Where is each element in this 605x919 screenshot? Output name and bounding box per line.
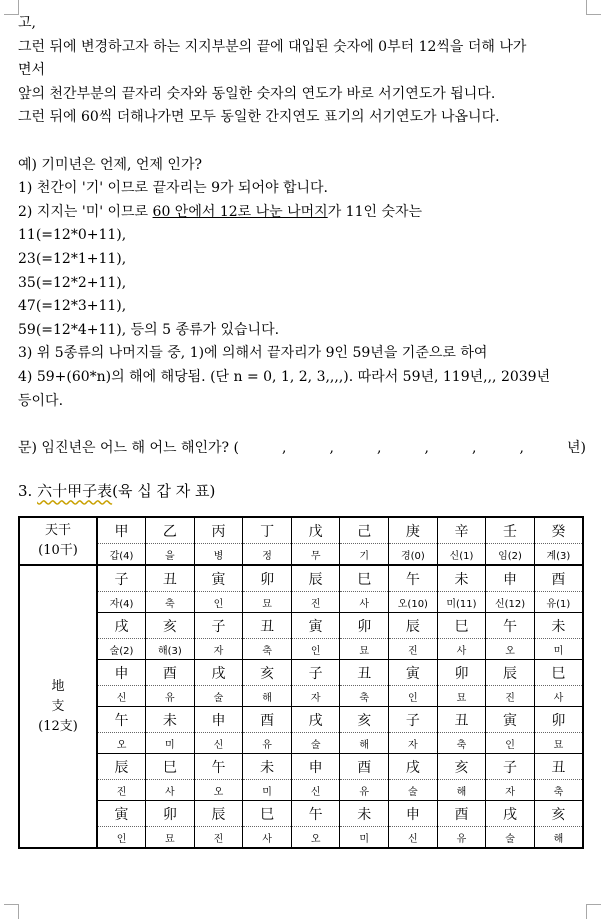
branch-hanja: 丑 bbox=[534, 754, 583, 780]
branch-reading: 술 bbox=[486, 827, 535, 849]
heavenly-stems-label bbox=[19, 517, 97, 565]
branch-hanja: 寅 bbox=[389, 660, 438, 686]
branch-reading: 인 bbox=[389, 686, 438, 707]
branch-hanja: 巳 bbox=[146, 754, 195, 780]
branch-hanja: 亥 bbox=[534, 801, 583, 827]
branch-reading: 미 bbox=[340, 827, 389, 849]
underlined-phrase: 60 안에서 12로 나눈 나머지 bbox=[152, 203, 328, 220]
stem-reading: 정 bbox=[243, 544, 292, 566]
branch-reading: 인 bbox=[97, 827, 146, 849]
branch-hanja: 戌 bbox=[97, 613, 146, 639]
row-label: (12支) bbox=[38, 718, 78, 734]
branch-reading: 진 bbox=[389, 639, 438, 660]
blank-line bbox=[18, 413, 586, 437]
branch-reading: 오 bbox=[291, 827, 340, 849]
stem-hanja: 己 bbox=[340, 517, 389, 544]
text-line: 47(=12*3+11), bbox=[18, 298, 127, 315]
answer-comma: , bbox=[377, 439, 382, 456]
stem-hanja: 癸 bbox=[534, 517, 583, 544]
branch-reading: 사 bbox=[146, 780, 195, 801]
text-line: 4) 59+(60*n)의 해에 해당됨. (단 n = 0, 1, 2, 3,,,,). 따라서 59년, 119년,,, 2039년 bbox=[18, 368, 551, 385]
branch-hanja: 亥 bbox=[243, 660, 292, 686]
branch-hanja: 午 bbox=[389, 565, 438, 592]
branch-reading: 해 bbox=[534, 827, 583, 849]
branch-hanja: 申 bbox=[486, 565, 535, 592]
branch-hanja: 未 bbox=[437, 565, 486, 592]
branch-reading: 자 bbox=[194, 639, 243, 660]
branch-reading: 유(1) bbox=[534, 592, 583, 613]
question-text: 문) 임진년은 어느 해 어느 해인가? ( bbox=[18, 439, 239, 456]
crop-mark-top-left bbox=[4, 0, 19, 15]
answer-comma: , bbox=[472, 439, 477, 456]
table-row bbox=[19, 592, 583, 613]
branch-hanja: 午 bbox=[97, 707, 146, 733]
branch-reading: 술 bbox=[389, 780, 438, 801]
branch-hanja: 卯 bbox=[243, 565, 292, 592]
branch-hanja: 申 bbox=[97, 660, 146, 686]
branch-hanja: 未 bbox=[243, 754, 292, 780]
branch-hanja: 丑 bbox=[437, 707, 486, 733]
branch-hanja: 戌 bbox=[194, 660, 243, 686]
stem-hanja: 丙 bbox=[194, 517, 243, 544]
answer-comma: , bbox=[424, 439, 429, 456]
branch-hanja: 辰 bbox=[97, 754, 146, 780]
branch-hanja: 子 bbox=[291, 660, 340, 686]
branch-hanja: 亥 bbox=[437, 754, 486, 780]
section-hangul: (육 십 갑 자 표) bbox=[112, 482, 216, 501]
branch-reading: 자 bbox=[389, 733, 438, 754]
branch-reading: 진 bbox=[486, 686, 535, 707]
stem-reading: 신(1) bbox=[437, 544, 486, 566]
text-line: 11(=12*0+11), bbox=[18, 227, 127, 244]
branch-hanja: 戌 bbox=[486, 801, 535, 827]
branch-hanja: 辰 bbox=[194, 801, 243, 827]
branch-hanja: 亥 bbox=[340, 707, 389, 733]
branch-hanja: 寅 bbox=[486, 707, 535, 733]
row-label: 支 bbox=[51, 698, 65, 714]
branch-hanja: 酉 bbox=[437, 801, 486, 827]
branch-reading: 묘 bbox=[243, 592, 292, 613]
branch-reading: 묘 bbox=[534, 733, 583, 754]
branch-hanja: 未 bbox=[340, 801, 389, 827]
branch-reading: 오(10) bbox=[389, 592, 438, 613]
table-row bbox=[19, 754, 583, 780]
branch-reading: 해 bbox=[437, 780, 486, 801]
answer-comma: , bbox=[519, 439, 524, 456]
branch-hanja: 未 bbox=[146, 707, 195, 733]
stem-reading: 갑(4) bbox=[97, 544, 146, 566]
branch-reading: 술 bbox=[291, 733, 340, 754]
branch-reading: 묘 bbox=[340, 639, 389, 660]
branch-reading: 진 bbox=[291, 592, 340, 613]
branch-reading: 신 bbox=[389, 827, 438, 849]
branch-reading: 사 bbox=[243, 827, 292, 849]
branch-hanja: 丑 bbox=[340, 660, 389, 686]
branch-hanja: 卯 bbox=[146, 801, 195, 827]
text-line: 앞의 천간부분의 끝자리 숫자와 동일한 숫자의 연도가 바로 서기연도가 됩니다. bbox=[18, 85, 496, 102]
branch-reading: 자(4) bbox=[97, 592, 146, 613]
branch-hanja: 巳 bbox=[437, 613, 486, 639]
text-line: 35(=12*2+11), bbox=[18, 274, 127, 291]
table-row bbox=[19, 780, 583, 801]
text-line: 그런 뒤에 60씩 더해나가면 모두 동일한 간지연도 표기의 서기연도가 나옵니다. bbox=[18, 109, 500, 126]
branch-hanja: 申 bbox=[194, 707, 243, 733]
branch-reading: 유 bbox=[437, 827, 486, 849]
answer-suffix: 년) bbox=[567, 439, 586, 456]
text-line bbox=[18, 201, 586, 225]
crop-mark-bottom-left bbox=[4, 904, 19, 919]
example-heading: 예) 기미년은 언제, 언제 인가? bbox=[18, 156, 202, 173]
branch-reading: 오 bbox=[486, 639, 535, 660]
row-sublabel: (10干) bbox=[38, 543, 78, 558]
stem-hanja: 壬 bbox=[486, 517, 535, 544]
text-line: 그런 뒤에 변경하고자 하는 지지부분의 끝에 대입된 숫자에 0부터 12씩을 더해 나가 bbox=[18, 38, 527, 55]
branch-reading: 축 bbox=[437, 733, 486, 754]
section-number: 3. bbox=[18, 482, 38, 501]
branch-hanja: 寅 bbox=[97, 801, 146, 827]
answer-comma: , bbox=[282, 439, 287, 456]
branch-reading: 해(3) bbox=[146, 639, 195, 660]
branch-hanja: 寅 bbox=[194, 565, 243, 592]
branch-hanja: 亥 bbox=[146, 613, 195, 639]
branch-reading: 인 bbox=[291, 639, 340, 660]
text-line: 1) 천간이 '기' 이므로 끝자리는 9가 되어야 합니다. bbox=[18, 180, 329, 197]
stem-hanja: 乙 bbox=[146, 517, 195, 544]
row-label: 天干 bbox=[44, 523, 71, 538]
branch-hanja: 申 bbox=[389, 801, 438, 827]
table-row bbox=[19, 517, 583, 544]
branch-reading: 진 bbox=[97, 780, 146, 801]
section-title bbox=[18, 478, 586, 504]
stem-reading: 기 bbox=[340, 544, 389, 566]
crop-mark-bottom-right bbox=[586, 904, 601, 919]
branch-hanja: 午 bbox=[194, 754, 243, 780]
table-row bbox=[19, 801, 583, 827]
stem-reading: 을 bbox=[146, 544, 195, 566]
branch-reading: 해 bbox=[340, 733, 389, 754]
branch-reading: 신(12) bbox=[486, 592, 535, 613]
stem-hanja: 庚 bbox=[389, 517, 438, 544]
branch-hanja: 卯 bbox=[437, 660, 486, 686]
branch-reading: 미 bbox=[534, 639, 583, 660]
branch-reading: 신 bbox=[194, 733, 243, 754]
branch-reading: 자 bbox=[291, 686, 340, 707]
branch-hanja: 午 bbox=[486, 613, 535, 639]
sixty-cycle-table bbox=[18, 516, 584, 849]
section-hanja: 六十甲子表 bbox=[37, 482, 113, 501]
branch-reading: 미 bbox=[146, 733, 195, 754]
branch-hanja: 酉 bbox=[146, 660, 195, 686]
branch-hanja: 戌 bbox=[291, 707, 340, 733]
branch-reading: 오 bbox=[194, 780, 243, 801]
table-row bbox=[19, 639, 583, 660]
branch-reading: 술(2) bbox=[97, 639, 146, 660]
branch-hanja: 子 bbox=[389, 707, 438, 733]
table-row bbox=[19, 686, 583, 707]
branch-hanja: 酉 bbox=[534, 565, 583, 592]
stem-hanja: 甲 bbox=[97, 517, 146, 544]
branch-reading: 축 bbox=[534, 780, 583, 801]
branch-reading: 축 bbox=[243, 639, 292, 660]
text-line: 등이다. bbox=[18, 392, 64, 409]
text-line: 59(=12*4+11), 등의 5 종류가 있습니다. bbox=[18, 321, 280, 338]
branch-hanja: 午 bbox=[291, 801, 340, 827]
branch-hanja: 未 bbox=[534, 613, 583, 639]
branch-reading: 인 bbox=[194, 592, 243, 613]
branch-hanja: 卯 bbox=[340, 613, 389, 639]
branch-hanja: 酉 bbox=[340, 754, 389, 780]
stem-reading: 경(0) bbox=[389, 544, 438, 566]
stem-reading: 계(3) bbox=[534, 544, 583, 566]
branch-hanja: 巳 bbox=[340, 565, 389, 592]
branch-hanja: 丑 bbox=[146, 565, 195, 592]
text-span: 가 11인 숫자는 bbox=[327, 203, 423, 220]
crop-mark-top-right bbox=[586, 0, 601, 15]
earthly-branches-label bbox=[19, 565, 97, 848]
document-body bbox=[18, 12, 586, 504]
text-line: 면서 bbox=[18, 62, 46, 79]
branch-reading: 유 bbox=[340, 780, 389, 801]
branch-reading: 축 bbox=[340, 686, 389, 707]
branch-hanja: 辰 bbox=[389, 613, 438, 639]
branch-hanja: 申 bbox=[291, 754, 340, 780]
branch-reading: 묘 bbox=[146, 827, 195, 849]
branch-reading: 인 bbox=[486, 733, 535, 754]
branch-hanja: 子 bbox=[97, 565, 146, 592]
branch-reading: 미(11) bbox=[437, 592, 486, 613]
answer-comma: , bbox=[329, 439, 334, 456]
table-row bbox=[19, 660, 583, 686]
branch-reading: 유 bbox=[146, 686, 195, 707]
branch-hanja: 辰 bbox=[291, 565, 340, 592]
row-label: 地 bbox=[51, 678, 65, 694]
text-line: 3) 위 5종류의 나머지들 중, 1)에 의해서 끝자리가 9인 59년을 기준으로 하여 bbox=[18, 345, 488, 362]
table-row bbox=[19, 827, 583, 849]
branch-reading: 진 bbox=[194, 827, 243, 849]
branch-reading: 사 bbox=[534, 686, 583, 707]
table-row bbox=[19, 544, 583, 566]
blank-line bbox=[18, 130, 586, 154]
blank-line bbox=[18, 460, 586, 472]
branch-hanja: 子 bbox=[194, 613, 243, 639]
text-line: 23(=12*1+11), bbox=[18, 250, 127, 267]
question-line bbox=[18, 437, 586, 461]
branch-hanja: 巳 bbox=[534, 660, 583, 686]
stem-reading: 임(2) bbox=[486, 544, 535, 566]
stem-hanja: 丁 bbox=[243, 517, 292, 544]
branch-hanja: 巳 bbox=[243, 801, 292, 827]
table-row bbox=[19, 707, 583, 733]
stem-reading: 병 bbox=[194, 544, 243, 566]
text-line: 고, bbox=[18, 15, 36, 31]
branch-reading: 자 bbox=[486, 780, 535, 801]
stem-hanja: 戊 bbox=[291, 517, 340, 544]
branch-hanja: 戌 bbox=[389, 754, 438, 780]
table-row bbox=[19, 565, 583, 592]
branch-hanja: 卯 bbox=[534, 707, 583, 733]
branch-reading: 해 bbox=[243, 686, 292, 707]
text-span: 2) 지지는 '미' 이므로 bbox=[18, 203, 153, 220]
branch-reading: 미 bbox=[243, 780, 292, 801]
stem-hanja: 辛 bbox=[437, 517, 486, 544]
branch-hanja: 丑 bbox=[243, 613, 292, 639]
branch-hanja: 子 bbox=[486, 754, 535, 780]
branch-reading: 술 bbox=[194, 686, 243, 707]
branch-reading: 신 bbox=[97, 686, 146, 707]
branch-reading: 오 bbox=[97, 733, 146, 754]
stem-reading: 무 bbox=[291, 544, 340, 566]
branch-hanja: 酉 bbox=[243, 707, 292, 733]
branch-reading: 묘 bbox=[437, 686, 486, 707]
branch-reading: 사 bbox=[437, 639, 486, 660]
branch-reading: 유 bbox=[243, 733, 292, 754]
branch-reading: 신 bbox=[291, 780, 340, 801]
branch-reading: 축 bbox=[146, 592, 195, 613]
table-row bbox=[19, 733, 583, 754]
table-row bbox=[19, 613, 583, 639]
branch-hanja: 寅 bbox=[291, 613, 340, 639]
branch-hanja: 辰 bbox=[486, 660, 535, 686]
branch-reading: 사 bbox=[340, 592, 389, 613]
